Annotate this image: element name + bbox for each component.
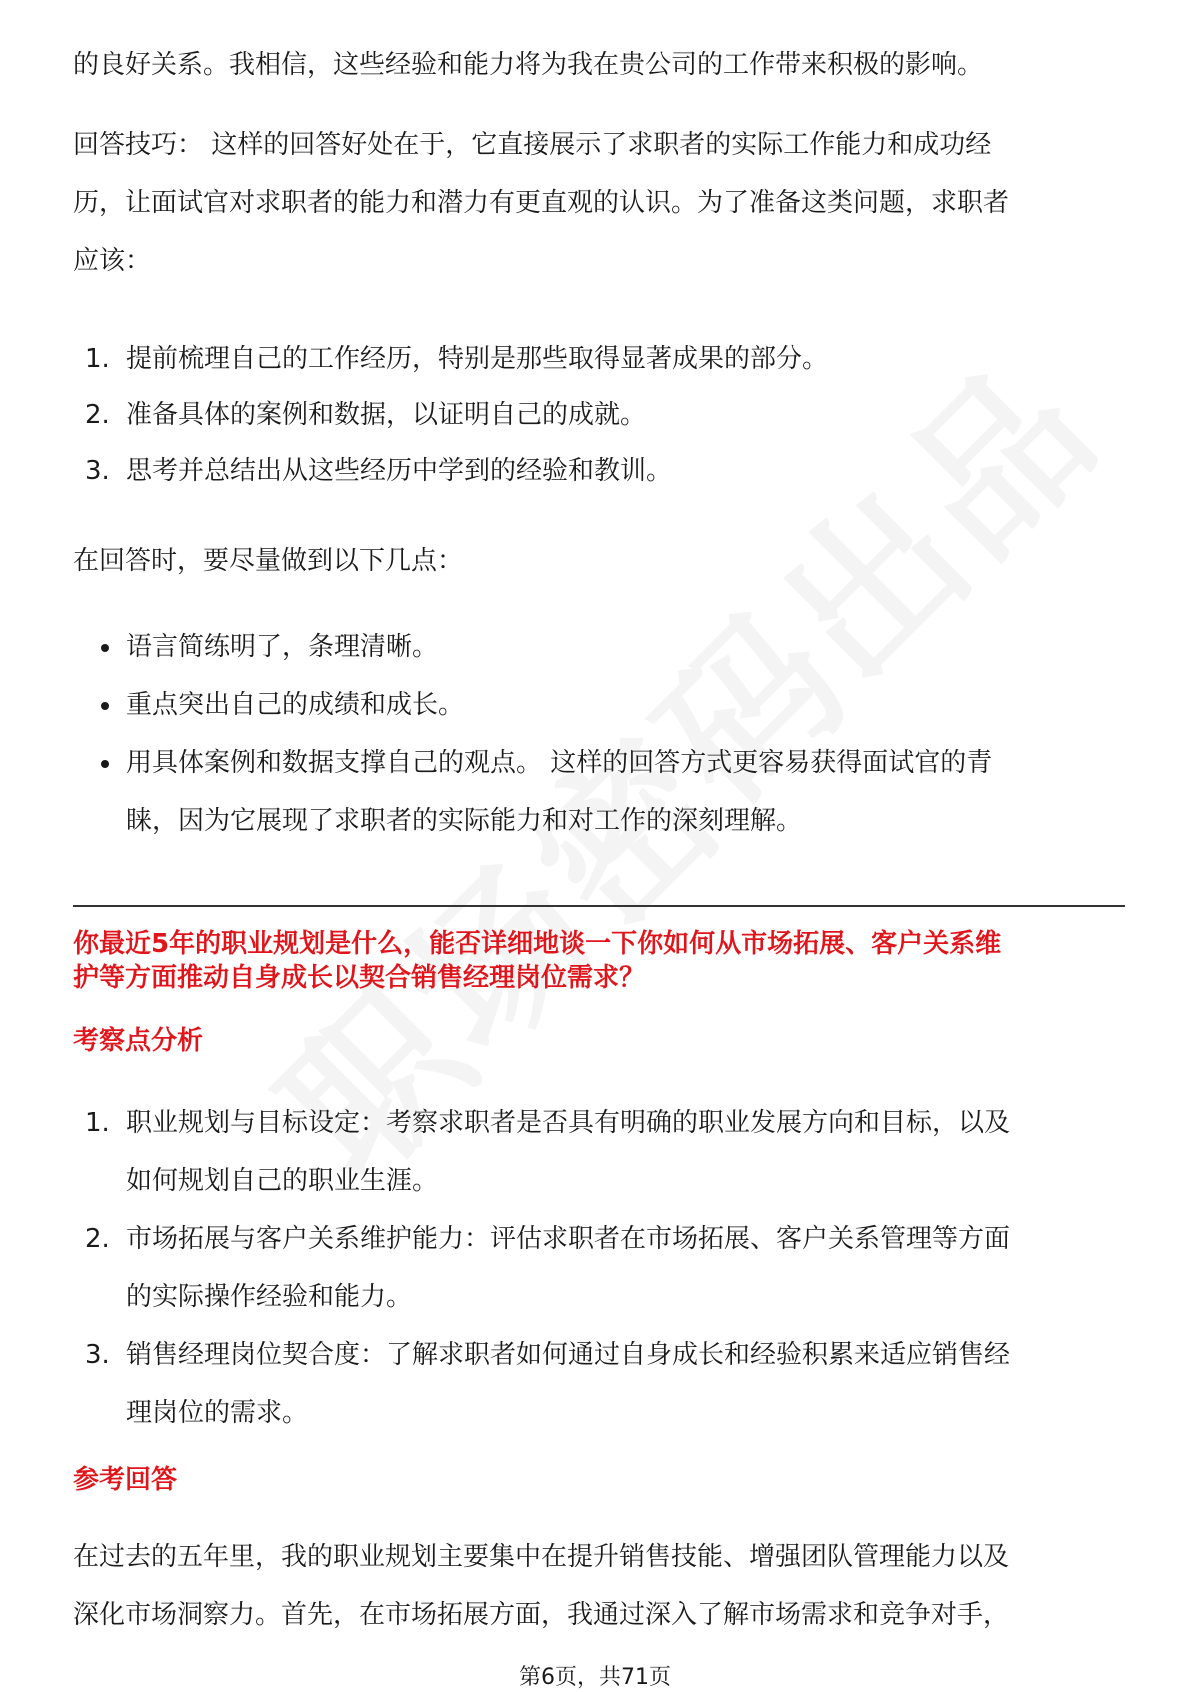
list-item-text: 销售经理岗位契合度：了解求职者如何通过自身成长和经验积累来适应销售经 — [126, 1340, 1011, 1370]
tips-line: 历，让面试官对求职者的能力和潜力有更直观的认识。为了准备这类问题，求职者 — [73, 188, 1010, 218]
list-item-text: 思考并总结出从这些经历中学到的经验和教训。 — [126, 456, 673, 486]
question-line: 你最近5年的职业规划是什么，能否详细地谈一下你如何从市场拓展、客户关系维 — [73, 929, 1002, 959]
reference-paragraph — [73, 1528, 1123, 1644]
question-heading — [73, 927, 1123, 995]
list-number: 3. — [85, 1340, 110, 1370]
answer-points-intro: 在回答时，要尽量做到以下几点： — [73, 546, 464, 576]
top-paragraph: 的良好关系。我相信，这些经验和能力将为我在贵公司的工作带来积极的影响。 — [73, 50, 984, 80]
bullet-item — [73, 676, 1123, 734]
bullet-item — [73, 734, 1123, 850]
bullet-dot — [101, 760, 109, 768]
list-item-text: 准备具体的案例和数据，以证明自己的成就。 — [126, 400, 647, 430]
reference-heading: 参考回答 — [73, 1465, 178, 1495]
reference-line: 深化市场洞察力。首先，在市场拓展方面，我通过深入了解市场需求和竞争对手， — [73, 1600, 1010, 1630]
bullet-text: 语言简练明了，条理清晰。 — [126, 632, 439, 662]
tips-paragraph — [73, 116, 1123, 290]
list-item — [73, 386, 1123, 444]
tips-line: 应该： — [73, 246, 152, 276]
list-item — [73, 330, 1123, 388]
analysis-heading: 考察点分析 — [73, 1026, 204, 1056]
list-number: 1. — [85, 344, 110, 374]
bullet-dot — [101, 702, 109, 710]
list-item — [73, 442, 1123, 500]
list-number: 2. — [85, 400, 110, 430]
list-item-text: 职业规划与目标设定：考察求职者是否具有明确的职业发展方向和目标，以及 — [126, 1108, 1011, 1138]
list-item — [73, 1094, 1123, 1210]
list-number: 1. — [85, 1108, 110, 1138]
list-item — [73, 1210, 1123, 1326]
page-footer: 第6页，共71页 — [519, 1665, 671, 1690]
list-number: 3. — [85, 456, 110, 486]
bullet-text: 用具体案例和数据支撑自己的观点。 这样的回答方式更容易获得面试官的青 — [126, 748, 993, 778]
list-item-text: 如何规划自己的职业生涯。 — [126, 1166, 439, 1196]
bullet-dot — [101, 644, 109, 652]
bullet-text: 睐，因为它展现了求职者的实际能力和对工作的深刻理解。 — [126, 806, 803, 836]
list-item-text: 理岗位的需求。 — [126, 1398, 309, 1428]
bullet-item — [73, 618, 1123, 676]
list-item-text: 的实际操作经验和能力。 — [126, 1282, 413, 1312]
list-number: 2. — [85, 1224, 110, 1254]
tips-line: 回答技巧： 这样的回答好处在于，它直接展示了求职者的实际工作能力和成功经 — [73, 130, 992, 160]
list-item — [73, 1326, 1123, 1442]
question-line: 护等方面推动自身成长以契合销售经理岗位需求？ — [73, 963, 646, 993]
bullet-text: 重点突出自己的成绩和成长。 — [126, 690, 465, 720]
reference-line: 在过去的五年里，我的职业规划主要集中在提升销售技能、增强团队管理能力以及 — [73, 1542, 1010, 1572]
list-item-text: 提前梳理自己的工作经历，特别是那些取得显著成果的部分。 — [126, 344, 829, 374]
section-divider — [73, 905, 1125, 907]
list-item-text: 市场拓展与客户关系维护能力：评估求职者在市场拓展、客户关系管理等方面 — [126, 1224, 1011, 1254]
